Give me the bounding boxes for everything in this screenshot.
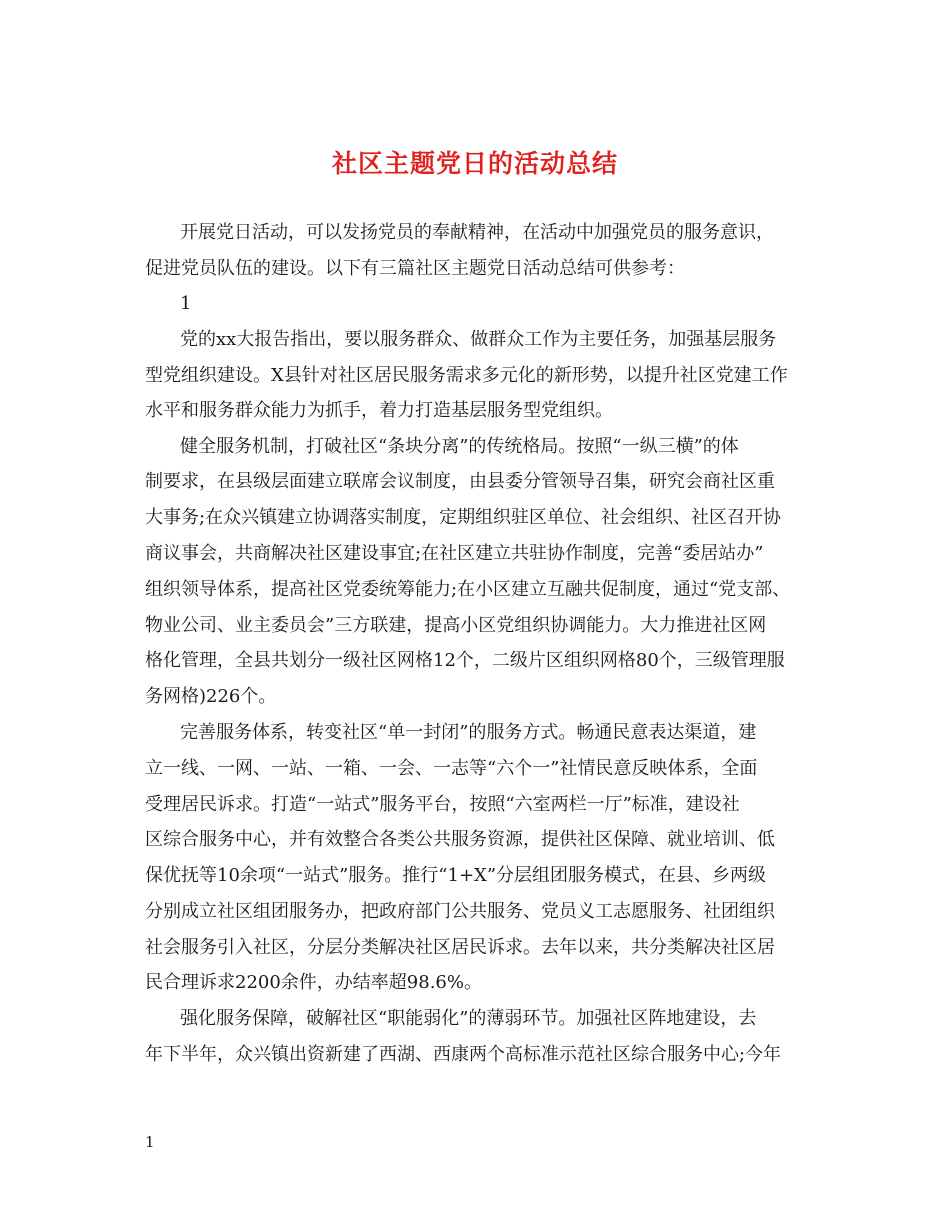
paragraph-intro-line-1: 开展党日活动，可以发扬党员的奉献精神，在活动中加强党员的服务意识， (180, 222, 774, 243)
paragraph-2-line-3: 大事务;在众兴镇建立协调落实制度，定期组织驻区单位、社会组织、社区召开协 (145, 507, 782, 528)
paragraph-3-line-5: 保优抚等10余项“一站式”服务。推行“1+X”分层组团服务模式，在县、乡两级 (145, 865, 767, 886)
paragraph-intro-line-2: 促进党员队伍的建设。以下有三篇社区主题党日活动总结可供参考： (145, 258, 685, 279)
paragraph-1-line-1: 党的xx大报告指出，要以服务群众、做群众工作为主要任务，加强基层服务 (180, 329, 777, 350)
paragraph-3-line-1: 完善服务体系，转变社区“单一封闭”的服务方式。畅通民意表达渠道，建 (180, 722, 757, 743)
paragraph-2-line-5: 组织领导体系，提高社区党委统筹能力;在小区建立互融共促制度，通过“党支部、 (145, 579, 791, 600)
paragraph-2-line-8: 务网格)226个。 (145, 686, 277, 707)
paragraph-2-line-4: 商议事会，共商解决社区建设事宜;在社区建立共驻协作制度，完善“委居站办” (145, 543, 764, 564)
paragraph-1-line-3: 水平和服务群众能力为抓手，着力打造基层服务型党组织。 (145, 400, 613, 421)
document-title: 社区主题党日的活动总结 (331, 149, 618, 178)
paragraph-2-line-1: 健全服务机制，打破社区“条块分离”的传统格局。按照“一纵三横”的体 (180, 436, 739, 457)
paragraph-3-line-6: 分别成立社区组团服务办，把政府部门公共服务、党员义工志愿服务、社团组织 (145, 901, 775, 922)
section-number: 1 (180, 293, 192, 314)
paragraph-1-line-2: 型党组织建设。X县针对社区居民服务需求多元化的新形势，以提升社区党建工作 (145, 365, 788, 386)
paragraph-3-line-4: 区综合服务中心，并有效整合各类公共服务资源，提供社区保障、就业培训、低 (145, 829, 775, 850)
paragraph-3-line-3: 受理居民诉求。打造“一站式”服务平台，按照“六室两栏一厅”标准，建设社 (145, 794, 740, 815)
paragraph-3-line-8: 民合理诉求2200余件，办结率超98.6%。 (145, 972, 482, 993)
paragraph-3-line-2: 立一线、一网、一站、一箱、一会、一志等“六个一”社情民意反映体系，全面 (145, 758, 758, 779)
paragraph-2-line-2: 制要求，在县级层面建立联席会议制度，由县委分管领导召集，研究会商社区重 (145, 471, 775, 492)
paragraph-2-line-6: 物业公司、业主委员会”三方联建，提高小区党组织协调能力。大力推进社区网 (145, 615, 767, 636)
paragraph-2-line-7: 格化管理，全县共划分一级社区网格12个，二级片区组织网格80个，三级管理服 (145, 650, 785, 671)
paragraph-4-line-1: 强化服务保障，破解社区“职能弱化”的薄弱环节。加强社区阵地建设，去 (180, 1008, 757, 1029)
paragraph-3-line-7: 社会服务引入社区，分层分类解决社区居民诉求。去年以来，共分类解决社区居 (145, 937, 775, 958)
page-number: 1 (145, 1133, 155, 1151)
paragraph-4-line-2: 年下半年，众兴镇出资新建了西湖、西康两个高标准示范社区综合服务中心;今年 (145, 1044, 782, 1065)
